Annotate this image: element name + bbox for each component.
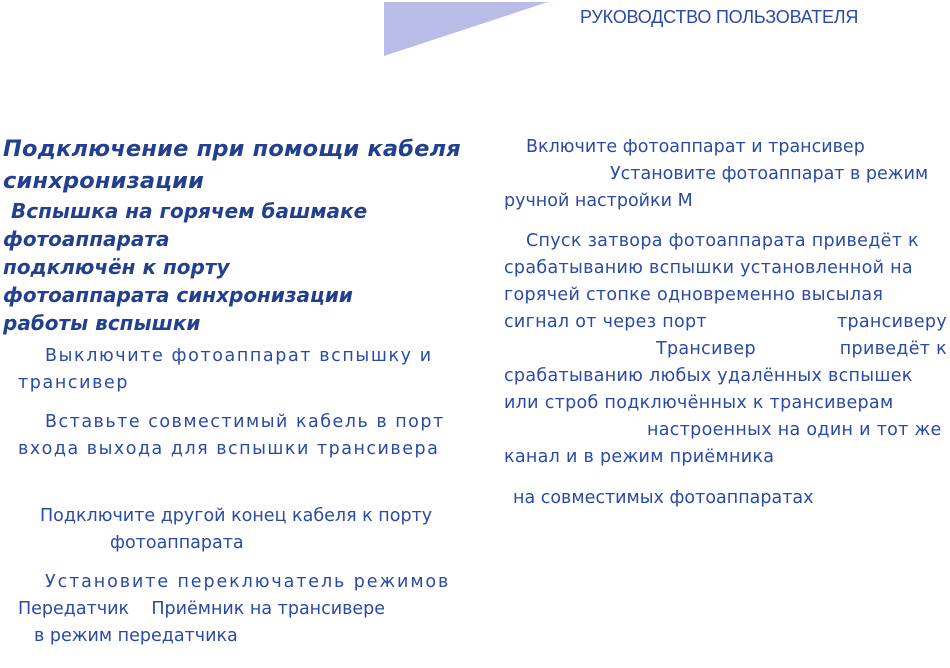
paragraph-fragment: приведёт к <box>839 339 947 359</box>
subheading-line: Вспышка на горячем башмаке <box>11 199 368 223</box>
paragraph-line: канал и в режим приёмника <box>504 447 775 467</box>
step-power-off <box>18 343 461 397</box>
paragraph-line: срабатыванию вспышки установленной на <box>504 258 913 278</box>
step-text-line: ручной настройки М <box>504 191 693 211</box>
step-manual-mode <box>504 161 947 215</box>
step-connect-camera <box>40 503 470 557</box>
step-power-on: Включите фотоаппарат и трансивер <box>526 137 865 157</box>
step-text-line: Выключите фотоаппарат вспышку и <box>45 346 433 366</box>
paragraph-line <box>504 336 947 363</box>
header-decoration-triangle <box>384 2 548 56</box>
paragraph-fragment: трансиверу <box>836 312 947 332</box>
step-text-line: в режим передатчика <box>34 626 238 646</box>
paragraph-fragment: Трансивер <box>656 339 756 359</box>
step-set-mode <box>18 569 463 650</box>
subheading-line: подключён к порту <box>3 255 230 279</box>
step-text-line: трансивер <box>18 373 130 393</box>
subheading <box>3 197 483 337</box>
paragraph-line: срабатыванию любых удалённых вспышек <box>504 366 913 386</box>
step-insert-cable <box>18 409 461 463</box>
step-text-line: Установите переключатель режимов <box>45 572 451 592</box>
section-heading <box>3 133 483 337</box>
heading-line: синхронизации <box>3 168 205 194</box>
step-text-line: фотоаппарата <box>110 533 244 553</box>
subheading-line: фотоаппарата <box>3 227 170 251</box>
paragraph-line: настроенных на один и тот же <box>647 420 942 440</box>
step-text-line: Передатчик Приёмник на трансивере <box>18 599 386 619</box>
paragraph-fragment: сигнал от через порт <box>504 312 707 332</box>
paragraph-line: горячей стопке одновременно высылая <box>504 285 884 305</box>
step-text-line: входа выхода для вспышки трансивера <box>18 439 440 459</box>
paragraph-line: или строб подключённых к трансиверам <box>504 393 894 413</box>
step-text-line: Вставьте совместимый кабель в порт <box>45 412 445 432</box>
paragraph-line: Спуск затвора фотоаппарата приведёт к <box>526 231 919 251</box>
paragraph-shutter-release <box>504 228 947 471</box>
subheading-line: работы вспышки <box>3 311 201 335</box>
subheading-line: фотоаппарата синхронизации <box>3 283 353 307</box>
note-compatible-cameras: на совместимых фотоаппаратах <box>513 488 814 508</box>
paragraph-line <box>504 309 947 336</box>
heading-line: Подключение при помощи кабеля <box>3 136 461 162</box>
step-text-line: Установите фотоаппарат в режим <box>610 164 929 184</box>
document-header-title: РУКОВОДСТВО ПОЛЬЗОВАТЕЛЯ <box>580 7 859 27</box>
step-text-line: Подключите другой конец кабеля к порту <box>40 506 433 526</box>
